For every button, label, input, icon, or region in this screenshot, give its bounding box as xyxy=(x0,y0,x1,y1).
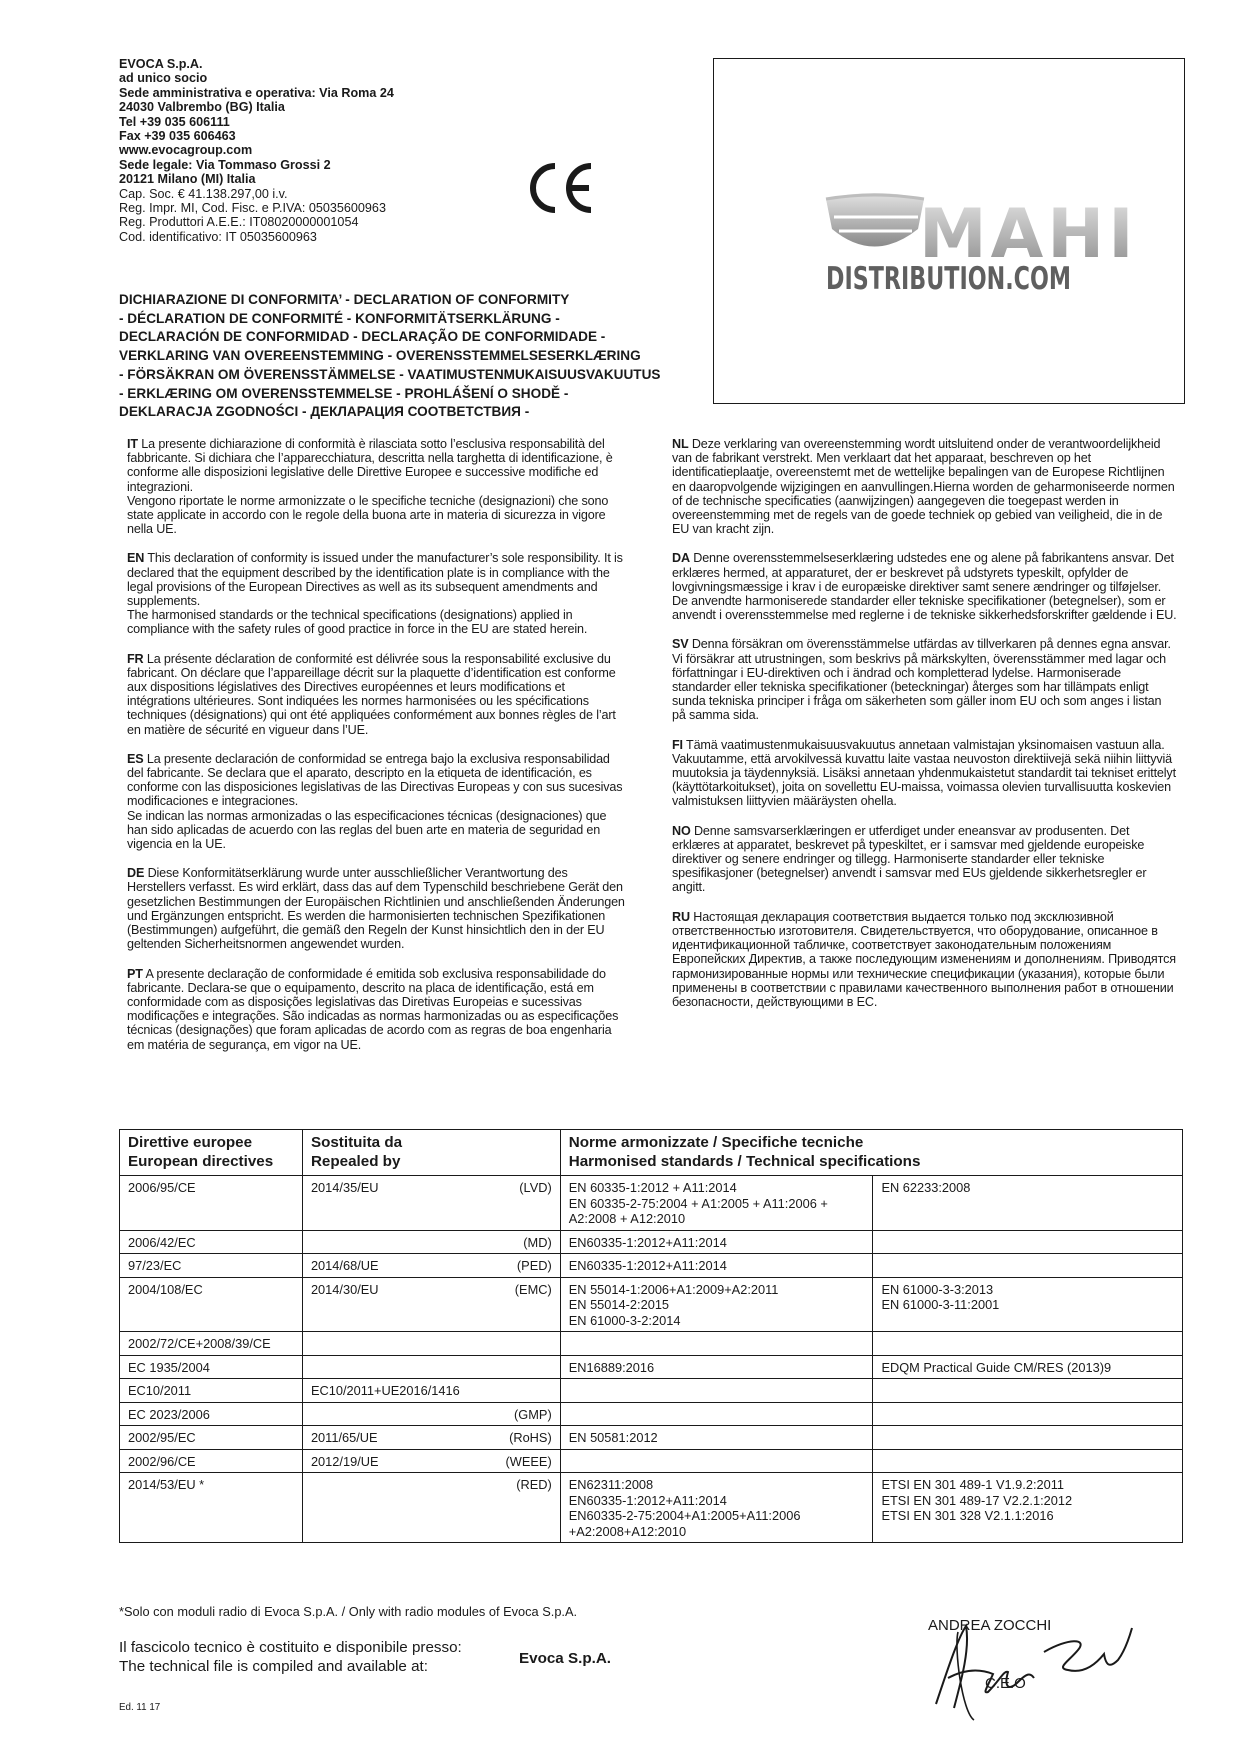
header-standards xyxy=(560,1130,1182,1176)
language-code: FI xyxy=(672,737,683,752)
table-row xyxy=(120,1254,1183,1278)
mahi-distribution-logo xyxy=(714,59,1183,402)
cell-standards-1: EN60335-1:2012+A11:2014 xyxy=(560,1254,873,1278)
language-code: DE xyxy=(127,866,145,881)
header-directives xyxy=(120,1130,303,1176)
cell-directive: EC 1935/2004 xyxy=(120,1355,303,1379)
statement-text: A presente declaração de conformidade é emitida sob exclusiva responsabilidade do fabricante. Declara-se que o equipamento, descrito na placa de identificação, está em conformidade com as disposições legislativas das Diretivas Europeias e sucessivas modificações e integrações. São indicadas as normas harmonizadas ou as especificações técnicas (designações) que foram aplicadas de acordo com as regras de boa engenharia em matéria de segurança, em vigor na UE. xyxy=(127,966,619,1052)
header-label: Harmonised standards / Technical specifications xyxy=(568,1153,921,1170)
title-line: - ERKLÆRING OM OVERENSSTEMMELSE - PROHLÁŠENÍ O SHODĚ - xyxy=(119,385,569,401)
cell-standards-1: EN 60335-1:2012 + A11:2014 EN 60335-2-75:2004 + A1:2005 + A11:2006 + A2:2008 + A12:2010 xyxy=(560,1176,873,1231)
language-code: NL xyxy=(672,437,689,451)
table-row xyxy=(120,1230,1183,1254)
header-label: Repealed by xyxy=(310,1153,401,1170)
table-header-row xyxy=(120,1130,1183,1176)
table-row xyxy=(120,1449,1183,1473)
statement-text: Denna försäkran om överensstämmelse utfärdas av tillverkaren på dennes egna ansvar. Vi försäkrar att utrustningen, som beskrivs på märkskylten, överensstämmer med lagar och författningar i EU-direktiven och i ändrad och kompletterad lydelse. Harmoniserade standarder eller tekniska specifikationer (beteckningar) återges som har tillämpats enligt sunda tekniska principer i fråga om säkerheten som gäller inom EU och som anges i listan på samma sida. xyxy=(672,637,1171,723)
statement-pt xyxy=(127,967,627,1052)
language-code: NO xyxy=(672,823,691,838)
statement-fi xyxy=(672,738,1177,809)
statement-fr xyxy=(127,652,627,737)
cell-directive: 2006/42/EC xyxy=(120,1230,303,1254)
language-code: SV xyxy=(672,637,689,652)
table-row xyxy=(120,1473,1183,1543)
technical-file-notice xyxy=(119,1638,462,1676)
statement-text: Настоящая декларация соответствия выдается только под эксклюзивной ответственностью изготовителя. Свидетельствуется, что оборудование, описанное в идентификационной табличке, соответствует законодательным положениям Европейских Директив, а также последующим изменениям и дополнениям. Приводятся гармонизированные нормы или технические спецификации (указания), которые были применены в соответствии с правилами качественного выполнения работ в отношении безопасности, действующими в ЕС. xyxy=(672,909,1176,1009)
title-line: VERKLARING VAN OVEREENSTEMMING - OVERENSSTEMMELSESERKLÆRING xyxy=(119,348,641,364)
distributor-logo-box xyxy=(713,58,1185,404)
statement-text: This declaration of conformity is issued under the manufacturer’s sole responsibility. It is declared that the equipment described by the identification plate is in compliance with the legal provisions of the European Directives as well as its subsequent amendments and supplements. The harmonised standards or the technical specifications (designations) applied in compliance with the safety rules of good practice in force in the EU are stated herein. xyxy=(127,551,623,637)
table-row xyxy=(120,1176,1183,1231)
statement-nl xyxy=(672,437,1177,536)
cell-standards-2 xyxy=(873,1254,1183,1278)
table-row xyxy=(120,1379,1183,1403)
table-row xyxy=(120,1277,1183,1332)
title-line: DEKLARACJA ZGODNOŚCI - ДЕКЛАРАЦИЯ СООТВЕТСТВИЯ - xyxy=(119,404,530,420)
title-line: DICHIARAZIONE DI CONFORMITA’ - DECLARATION OF CONFORMITY xyxy=(119,292,570,307)
table-row xyxy=(120,1402,1183,1426)
repealed-value: 2014/68/UE xyxy=(310,1258,379,1273)
cell-repealed xyxy=(302,1379,560,1403)
statement-text: La presente declaración de conformidad se entrega bajo la exclusiva responsabilidad del fabricante. Se declara que el aparato, descripto en la etiqueta de identificación, es conforme con las disposiciones legislativas de las Directivas Europeas y con sus sucesivas modificaciones e integraciones. Se indican las normas armonizadas o las especificaciones técnicas (designaciones) que han sido aplicadas de acuerdo con las reglas del buen arte en materia de seguridad en vigencia en la UE. xyxy=(127,751,623,852)
table-body xyxy=(120,1176,1183,1543)
language-code: IT xyxy=(127,437,138,451)
company-capital: Cap. Soc. € 41.138.297,00 i.v. xyxy=(119,186,288,201)
ce-mark-icon xyxy=(527,160,597,216)
repealed-value: 2011/65/UE xyxy=(310,1430,378,1445)
company-producer-register: Reg. Produttori A.E.E.: IT08020000001054 xyxy=(119,215,359,230)
statements-right-column xyxy=(672,437,1177,1024)
cell-directive: 2006/95/CE xyxy=(120,1176,303,1231)
statement-no xyxy=(672,824,1177,895)
cell-repealed xyxy=(302,1277,560,1332)
cell-standards-1 xyxy=(560,1449,873,1473)
table-row xyxy=(120,1426,1183,1450)
cell-repealed xyxy=(302,1355,560,1379)
cell-standards-2 xyxy=(873,1426,1183,1450)
repealed-value: 2014/30/EU xyxy=(310,1281,379,1297)
directives-table xyxy=(119,1129,1183,1543)
directive-tag: (RoHS) xyxy=(509,1430,552,1445)
cell-repealed xyxy=(302,1449,560,1473)
statement-text: Tämä vaatimustenmukaisuusvakuutus annetaan valmistajan yksinomaisen vastuun alla. Vakuutamme, että arvokilvessä kuvattu laite vastaa neuvoston direktiivejä sekä niihin liittyviä muutoksia ja täydennyksiä. Lisäksi annetaan yhdenmukaistetut standardit tai tekniset erittelyt (käyttötarkoitukset), joita on sovellettu EU-maissa, voimassa olevien turvallisuutta koskevien valmistuksen liittyvien määräysten ohella. xyxy=(672,737,1176,809)
cell-directive: 2004/108/EC xyxy=(120,1277,303,1332)
logo-bottom-text: DISTRIBUTION.COM xyxy=(826,261,1071,297)
directive-tag: (PED) xyxy=(516,1258,552,1273)
company-registration: Reg. Impr. MI, Cod. Fisc. e P.IVA: 05035600963 xyxy=(119,201,386,216)
title-line: - FÖRSÄKRAN OM ÖVERENSSTÄMMELSE - VAATIMUSTENMUKAISUUSVAKUUTUS xyxy=(119,366,661,382)
header-label: Sostituita da xyxy=(310,1134,403,1151)
header-repealed xyxy=(302,1130,560,1176)
cell-standards-1 xyxy=(560,1379,873,1403)
declaration-title xyxy=(119,291,709,422)
cell-standards-1 xyxy=(560,1332,873,1356)
directive-tag: (LVD) xyxy=(519,1180,552,1195)
cell-directive: EC10/2011 xyxy=(120,1379,303,1403)
statement-sv xyxy=(672,637,1177,722)
header-label: Norme armonizzate / Specifiche tecniche xyxy=(568,1134,864,1151)
signature-icon xyxy=(918,1608,1138,1728)
cell-repealed xyxy=(302,1402,560,1426)
technical-file-line-it: Il fascicolo tecnico è costituito e disponibile presso: xyxy=(119,1639,462,1656)
company-legal-office: Sede legale: Via Tommaso Grossi 2 xyxy=(119,157,331,172)
statement-text: La présente déclaration de conformité est délivrée sous la responsabilité exclusive du fabricant. On déclare que l’appareillage décrit sur la plaquette d’identification est conforme aux dispositions législatives des Directives européennes et leurs modifications et intégrations ultérieures. Sont indiquées les normes harmonisées ou les spécifications techniques (désignations) qui ont été appliquées conformément aux bonnes règles de l’art en matière de sécurité en vigueur dans l’UE. xyxy=(127,651,616,737)
cell-standards-1: EN60335-1:2012+A11:2014 xyxy=(560,1230,873,1254)
statement-it xyxy=(127,437,627,536)
company-name: EVOCA S.p.A. xyxy=(119,57,203,71)
directive-tag: (MD) xyxy=(523,1234,552,1250)
language-code: FR xyxy=(127,651,144,666)
cell-standards-2 xyxy=(873,1379,1183,1403)
company-sole-shareholder: ad unico socio xyxy=(119,71,208,86)
language-code: PT xyxy=(127,966,143,981)
header-label: European directives xyxy=(128,1153,274,1170)
cell-repealed xyxy=(302,1230,560,1254)
repealed-value: 2014/35/EU xyxy=(310,1180,379,1195)
language-code: DA xyxy=(672,551,690,566)
company-phone: Tel +39 035 606111 xyxy=(119,114,230,129)
header-label: Direttive europee xyxy=(128,1134,253,1151)
cell-repealed xyxy=(302,1254,560,1278)
logo-top-text: MAHI xyxy=(919,195,1138,274)
cell-standards-2: ETSI EN 301 489-1 V1.9.2:2011 ETSI EN 301 489-17 V2.2.1:2012 ETSI EN 301 328 V2.1.1:2016 xyxy=(873,1473,1183,1543)
cell-standards-2 xyxy=(873,1402,1183,1426)
statement-text: Deze verklaring van overeenstemming wordt uitsluitend onder de verantwoordelijkheid van de fabrikant verstrekt. Men verklaart dat het apparaat, beschreven op het identificatieplaatje, overeenstemt met de wettelijke bepalingen van de Europese Richtlijnen en daaropvolgende wijzigingen en aanvullingen.Hierna worden de geharmoniseerde normen of de technische specificaties (aanwijzingen) aangegeven die toegepast werden in overeenstemming met de regels van de goede techniek op gebied van veiligheid, die in de EU van kracht zijn. xyxy=(672,437,1175,537)
cell-standards-1: EN16889:2016 xyxy=(560,1355,873,1379)
technical-file-company: Evoca S.p.A. xyxy=(519,1650,612,1667)
cell-repealed xyxy=(302,1426,560,1450)
cell-standards-1: EN62311:2008 EN60335-1:2012+A11:2014 EN60335-2-75:2004+A1:2005+A11:2006 +A2:2008+A12:2010 xyxy=(560,1473,873,1543)
language-code: EN xyxy=(127,551,145,566)
cell-standards-1 xyxy=(560,1402,873,1426)
directive-tag: (GMP) xyxy=(514,1406,552,1422)
statement-text: La presente dichiarazione di conformità è rilasciata sotto l’esclusiva responsabilità del fabbricante. Si dichiara che l’apparecchiatura, descritta nella targhetta di identificazione, è conforme alle disposizioni legislative delle Direttive Europee e successive modifiche ed integrazioni. Vengono riportate le norme armonizzate o le specifiche tecniche (designazioni) che sono state applicate in accordo con le regole della buona arte in materia di sicurezza in vigore nella UE. xyxy=(127,437,613,537)
cell-standards-2 xyxy=(873,1332,1183,1356)
technical-file-line-en: The technical file is compiled and available at: xyxy=(119,1658,428,1675)
bowl-icon xyxy=(826,193,924,247)
edition-label: Ed. 11 17 xyxy=(119,1702,161,1713)
statement-es xyxy=(127,752,627,851)
table-row xyxy=(120,1355,1183,1379)
company-info xyxy=(119,57,569,244)
company-fax: Fax +39 035 606463 xyxy=(119,129,236,144)
repealed-value: EC10/2011+UE2016/1416 xyxy=(310,1383,460,1398)
statements-left-column xyxy=(127,437,627,1067)
directive-tag: (RED) xyxy=(516,1477,552,1492)
company-identification-code: Cod. identificativo: IT 05035600963 xyxy=(119,229,317,244)
title-line: DECLARACIÓN DE CONFORMIDAD - DECLARAÇÃO DE CONFORMIDADE - xyxy=(119,329,606,345)
cell-standards-2 xyxy=(873,1449,1183,1473)
cell-repealed xyxy=(302,1176,560,1231)
statement-en xyxy=(127,551,627,636)
title-line: - DÉCLARATION DE CONFORMITÉ - KONFORMITÄTSERKLÄRUNG - xyxy=(119,310,560,326)
language-code: RU xyxy=(672,909,690,924)
cell-standards-1: EN 55014-1:2006+A1:2009+A2:2011 EN 55014-2:2015 EN 61000-3-2:2014 xyxy=(560,1277,873,1332)
company-city: 24030 Valbrembo (BG) Italia xyxy=(119,100,285,115)
statement-de xyxy=(127,866,627,951)
cell-directive: 2014/53/EU * xyxy=(120,1473,303,1543)
statement-text: Denne overensstemmelseserklæring udstedes ene og alene på fabrikantens ansvar. Det erklæres hermed, at apparaturet, der er beskrevet på udstyrets typeskilt, opfylder de lovgivningsmæssige i krav i de europæiske direktiver samt senere ændringer og tilføjelser. De anvendte harmoniserede standarder eller tekniske specifikationer (betegnelser), som er anvendt i overensstemmelse med reglerne i de tekniske sikkerhedsforskrifter gældende i EU. xyxy=(672,551,1177,623)
cell-directive: EC 2023/2006 xyxy=(120,1402,303,1426)
cell-directive: 2002/95/EC xyxy=(120,1426,303,1450)
directive-tag: (EMC) xyxy=(514,1281,552,1297)
statement-text: Diese Konformitätserklärung wurde unter ausschließlicher Verantwortung des Herstellers verfasst. Es wird erklärt, dass das auf dem Typenschild beschriebene Gerät den gesetzlichen Bestimmungen der Europäischen Richtlinien und anschließenden Änderungen und Ergänzungen entspricht. Es werden die harmonisierten technischen Spezifikationen (Bestimmungen) aufgeführt, die gemäß den Regeln der Kunst hinsichtlich den in der EU geltenden Sicherheitsnormen angewendet wurden. xyxy=(127,866,625,952)
footnote: *Solo con moduli radio di Evoca S.p.A. / Only with radio modules of Evoca S.p.A. xyxy=(119,1604,578,1619)
cell-directive: 2002/96/CE xyxy=(120,1449,303,1473)
cell-standards-2: EN 62233:2008 xyxy=(873,1176,1183,1231)
statement-da xyxy=(672,551,1177,622)
statement-text: Denne samsvarserklæringen er utferdiget under eneansvar av produsenten. Det erklæres at apparatet, beskrevet på typeskiltet, er i samsvar med gjeldende europeiske direktiver og senere endringer og tillegg. Harmoniserte standarder eller tekniske spesifikasjoner (betegnelser) anvendt i samsvar med EUs gjeldende sikkerhetsregler er angitt. xyxy=(672,823,1147,895)
language-code: ES xyxy=(127,751,144,766)
cell-repealed xyxy=(302,1332,560,1356)
repealed-value: 2012/19/UE xyxy=(310,1453,379,1469)
signer-role: C.E.O xyxy=(985,1675,1026,1692)
cell-repealed xyxy=(302,1473,560,1543)
table-row xyxy=(120,1332,1183,1356)
cell-directive: 2002/72/CE+2008/39/CE xyxy=(120,1332,303,1356)
company-legal-city: 20121 Milano (MI) Italia xyxy=(119,172,256,187)
company-operative-office: Sede amministrativa e operativa: Via Roma 24 xyxy=(119,85,394,100)
directive-tag: (WEEE) xyxy=(505,1453,552,1469)
statement-ru xyxy=(672,910,1177,1009)
cell-standards-2 xyxy=(873,1230,1183,1254)
cell-standards-1: EN 50581:2012 xyxy=(560,1426,873,1450)
company-website: www.evocagroup.com xyxy=(119,143,253,158)
cell-standards-2: EN 61000-3-3:2013 EN 61000-3-11:2001 xyxy=(873,1277,1183,1332)
cell-standards-2: EDQM Practical Guide CM/RES (2013)9 xyxy=(873,1355,1183,1379)
signer-name: ANDREA ZOCCHI xyxy=(928,1617,1052,1634)
cell-directive: 97/23/EC xyxy=(120,1254,303,1278)
